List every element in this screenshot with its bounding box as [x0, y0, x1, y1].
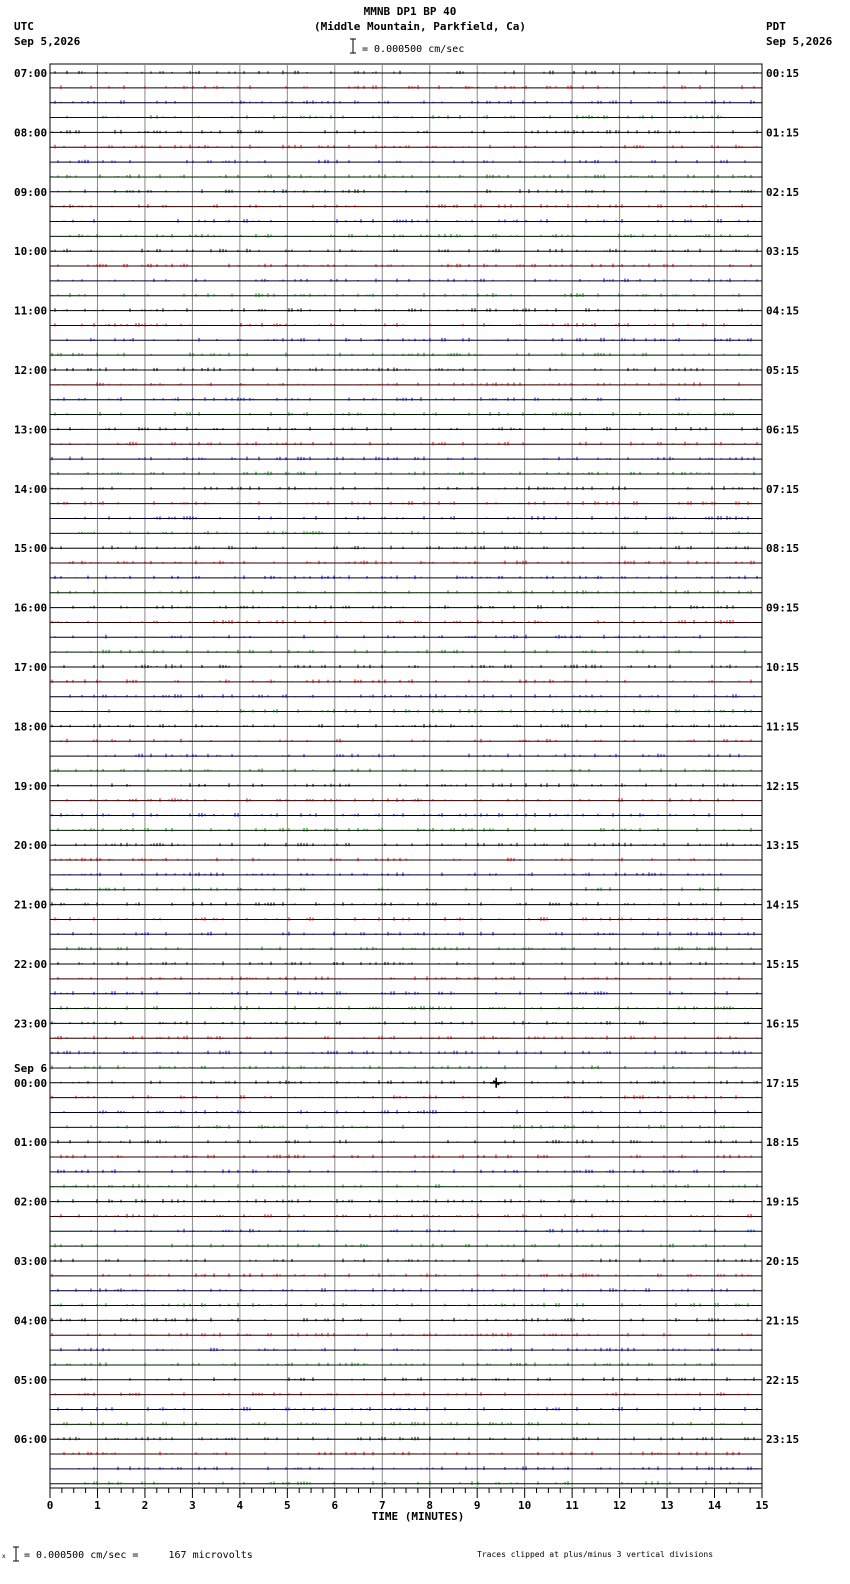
x-tick-label: 11	[565, 1499, 579, 1512]
seismic-trace	[52, 353, 757, 357]
seismic-trace	[52, 85, 757, 89]
left-hour-label: 18:00	[14, 720, 48, 734]
seismic-trace	[52, 1303, 757, 1307]
seismic-trace	[52, 1407, 757, 1411]
right-hour-label: 09:15	[766, 601, 800, 615]
x-tick-label: 1	[94, 1499, 101, 1512]
seismic-trace	[52, 249, 757, 253]
footer-scale-glyph	[2, 1546, 22, 1565]
right-hour-label: 02:15	[766, 185, 800, 199]
footer-scale-note: = 0.000500 cm/sec = 167 microvolts	[24, 1550, 253, 1561]
seismic-trace	[52, 1021, 757, 1025]
seismic-trace	[52, 264, 757, 268]
right-hour-label: 16:15	[766, 1017, 800, 1031]
seismic-trace	[52, 620, 757, 624]
svg-text:x: x	[2, 1553, 6, 1560]
right-hour-label: 04:15	[766, 304, 800, 318]
seismic-trace	[52, 100, 757, 104]
seismic-trace	[52, 368, 757, 372]
left-hour-label: 19:00	[14, 779, 48, 793]
right-hour-label: 03:15	[766, 245, 800, 259]
seismic-trace	[52, 472, 757, 476]
seismic-trace	[52, 1051, 757, 1055]
seismic-trace	[52, 1481, 757, 1485]
left-hour-label: 15:00	[14, 542, 48, 556]
seismic-trace	[52, 501, 757, 505]
seismic-trace	[52, 531, 757, 535]
seismic-trace	[52, 175, 757, 179]
x-tick-label: 0	[46, 1499, 54, 1512]
scale-label: = 0.000500 cm/sec	[362, 44, 465, 55]
seismic-trace	[52, 872, 757, 876]
right-hour-label: 18:15	[766, 1136, 800, 1150]
seismic-trace	[52, 1466, 757, 1470]
seismic-trace	[52, 71, 757, 75]
left-hour-label: 07:00	[14, 67, 48, 80]
left-hour-label: 21:00	[14, 898, 48, 912]
seismic-trace	[52, 828, 757, 832]
seismic-trace	[52, 561, 757, 565]
seismic-trace	[52, 516, 757, 520]
seismic-trace	[52, 917, 757, 921]
x-tick-label: 5	[284, 1499, 291, 1512]
seismic-trace	[52, 932, 757, 936]
x-tick-label: 8	[426, 1499, 434, 1512]
seismic-trace	[52, 442, 757, 446]
x-tick-label: 7	[378, 1499, 386, 1512]
seismic-trace	[52, 843, 757, 847]
seismic-trace	[52, 189, 757, 193]
seismic-trace	[52, 991, 757, 995]
seismic-trace	[52, 665, 757, 669]
seismic-trace	[52, 1273, 757, 1277]
left-hour-label: 17:00	[14, 661, 48, 674]
seismic-trace	[52, 650, 757, 654]
left-hour-label: 11:00	[14, 304, 48, 318]
seismic-trace	[52, 382, 757, 386]
right-hour-label: 13:15	[766, 839, 800, 853]
left-hour-label: 01:00	[14, 1136, 48, 1150]
seismic-trace	[52, 575, 757, 579]
seismic-trace	[52, 486, 757, 490]
footer-clip-note: Traces clipped at plus/minus 3 vertical divisions	[477, 1550, 714, 1559]
x-tick-label: 4	[236, 1499, 244, 1512]
seismic-trace	[52, 887, 757, 891]
seismic-trace	[52, 739, 757, 743]
seismic-trace	[52, 1140, 757, 1144]
station-subtitle: (Middle Mountain, Parkfield, Ca)	[314, 20, 526, 33]
seismic-trace	[52, 1259, 757, 1263]
seismic-trace	[52, 546, 757, 550]
seismic-trace	[52, 1318, 757, 1322]
right-hour-label: 10:15	[766, 661, 800, 674]
seismic-trace	[52, 1288, 757, 1292]
right-hour-label: 20:15	[766, 1255, 800, 1268]
seismic-trace	[52, 635, 757, 639]
seismic-trace	[52, 219, 757, 223]
right-hour-label: 22:15	[766, 1373, 800, 1387]
left-hour-label: 20:00	[14, 839, 48, 853]
right-hour-label: 07:15	[766, 482, 800, 496]
seismic-trace	[52, 160, 757, 164]
seismic-trace	[52, 1199, 757, 1203]
seismic-trace	[52, 1155, 757, 1159]
seismic-trace	[52, 1229, 757, 1233]
x-tick-label: 14	[707, 1499, 722, 1512]
event-spike	[490, 1078, 502, 1088]
seismic-trace	[52, 234, 757, 238]
seismic-trace	[52, 338, 757, 342]
seismic-trace	[52, 590, 757, 594]
seismic-trace	[52, 1333, 757, 1337]
seismic-trace	[52, 754, 757, 758]
seismic-trace	[52, 679, 757, 683]
seismic-trace	[52, 813, 757, 817]
seismic-trace	[52, 769, 757, 773]
seismic-trace	[52, 1377, 757, 1381]
seismic-trace	[52, 694, 757, 698]
seismic-trace	[52, 1125, 757, 1129]
seismic-trace	[52, 1422, 757, 1426]
left-hour-label: 06:00	[14, 1433, 48, 1447]
left-hour-label: 03:00	[14, 1255, 48, 1268]
right-hour-label: 17:15	[766, 1076, 800, 1090]
right-hour-label: 05:15	[766, 364, 800, 377]
left-hour-label: 22:00	[14, 958, 48, 971]
seismic-trace	[52, 1066, 757, 1070]
right-hour-label: 12:15	[766, 779, 800, 793]
right-date: Sep 5,2026	[766, 35, 833, 48]
seismic-trace	[52, 130, 757, 134]
left-hour-label: 04:00	[14, 1314, 48, 1328]
x-tick-label: 6	[331, 1499, 339, 1512]
seismic-trace	[52, 1006, 757, 1010]
left-hour-label: 16:00	[14, 601, 48, 615]
x-tick-label: 2	[141, 1499, 149, 1512]
right-hour-label: 14:15	[766, 898, 800, 912]
seismic-trace	[52, 427, 757, 431]
seismic-trace	[52, 1437, 757, 1441]
x-tick-label: 9	[473, 1499, 481, 1512]
right-hour-label: 08:15	[766, 542, 800, 556]
seismic-trace	[52, 962, 757, 966]
seismic-trace	[52, 858, 757, 862]
seismic-trace	[52, 976, 757, 980]
left-hour-label: 12:00	[14, 364, 48, 377]
seismic-trace	[52, 278, 757, 282]
right-hour-label: 21:15	[766, 1314, 800, 1328]
right-hour-label: 00:15	[766, 67, 800, 80]
seismic-trace	[52, 798, 757, 802]
seismic-trace	[52, 457, 757, 461]
right-hour-label: 06:15	[766, 423, 800, 437]
seismic-trace	[52, 1095, 757, 1099]
seismic-trace	[52, 308, 757, 312]
left-hour-label: 09:00	[14, 185, 48, 199]
seismic-trace	[52, 1244, 757, 1248]
seismic-trace	[52, 605, 757, 609]
seismic-trace	[52, 1392, 757, 1396]
left-hour-label: 14:00	[14, 482, 48, 496]
left-date: Sep 5,2026	[14, 35, 81, 48]
left-hour-label: 08:00	[14, 126, 48, 140]
seismic-trace	[52, 323, 757, 327]
seismic-trace	[52, 1169, 757, 1173]
seismic-trace	[52, 902, 757, 906]
seismic-trace	[52, 1452, 757, 1456]
left-hour-label: 10:00	[14, 245, 48, 259]
seismic-trace	[52, 1363, 757, 1367]
seismic-trace	[52, 947, 757, 951]
seismic-trace	[52, 724, 757, 728]
chart-title: MMNB DP1 BP 40	[363, 5, 457, 18]
right-timezone: PDT	[766, 20, 786, 33]
seismic-trace	[52, 1036, 757, 1040]
seismic-trace	[52, 709, 757, 713]
left-hour-label: 02:00	[14, 1195, 48, 1209]
right-hour-label: 01:15	[766, 126, 800, 140]
seismic-trace	[52, 1110, 757, 1114]
left-hour-label: 05:00	[14, 1373, 48, 1387]
seismic-trace	[52, 1348, 757, 1352]
seismic-trace	[52, 1214, 757, 1218]
left-hour-label: 00:00	[14, 1076, 48, 1090]
seismic-trace	[52, 397, 757, 401]
seismic-trace	[52, 293, 757, 297]
footer-scale-bar-icon	[2, 1546, 22, 1562]
left-hour-label: 23:00	[14, 1017, 48, 1031]
left-timezone: UTC	[14, 20, 34, 33]
left-hour-label: 13:00	[14, 423, 48, 437]
seismic-trace	[52, 783, 757, 787]
date-change-label: Sep 6	[14, 1061, 48, 1075]
x-tick-label: 12	[612, 1499, 627, 1512]
x-tick-label: 10	[518, 1499, 532, 1512]
seismic-trace	[52, 115, 757, 119]
right-hour-label: 15:15	[766, 958, 800, 971]
x-tick-label: 13	[660, 1499, 674, 1512]
x-tick-label: 3	[189, 1499, 196, 1512]
seismic-trace	[52, 412, 757, 416]
right-hour-label: 19:15	[766, 1195, 800, 1209]
x-tick-label: 15	[755, 1499, 769, 1512]
seismic-trace	[52, 1080, 757, 1084]
right-hour-label: 11:15	[766, 720, 800, 734]
seismic-trace	[52, 204, 757, 208]
x-axis-label: TIME (MINUTES)	[371, 1510, 465, 1523]
right-hour-label: 23:15	[766, 1433, 800, 1447]
seismic-trace	[52, 145, 757, 149]
seismic-trace	[52, 1184, 757, 1188]
